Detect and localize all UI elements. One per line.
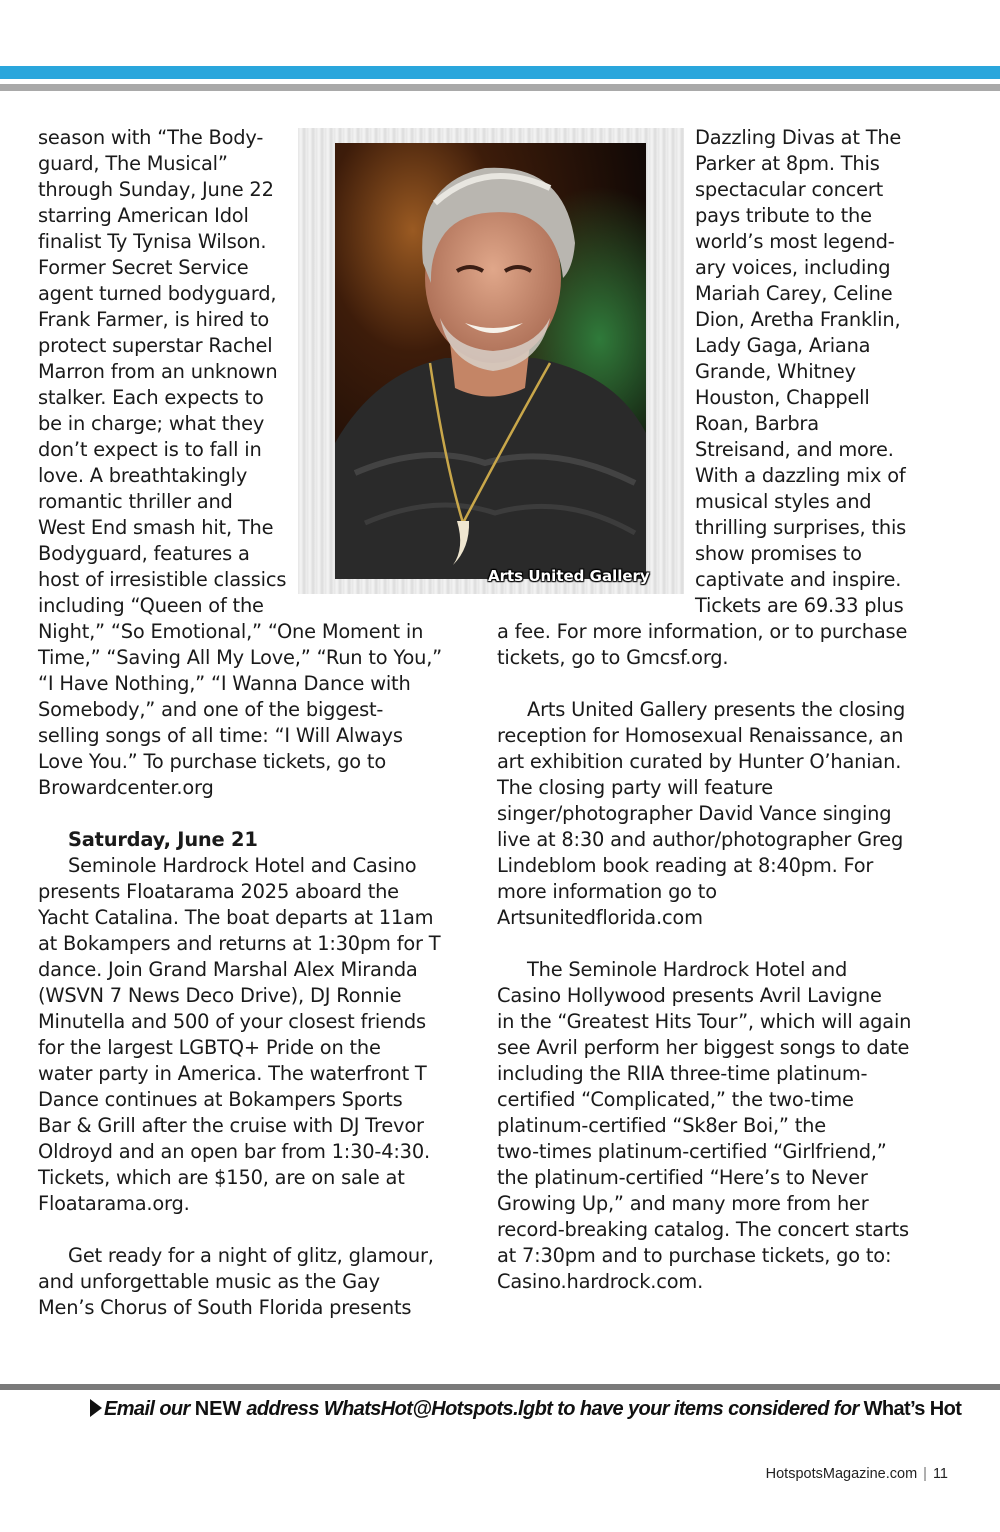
text-line: including the RIIA three-time platinum- [497,1062,868,1085]
text-line: tickets, go to Gmcsf.org. [497,646,729,669]
text-line: Dazzling Divas at The [695,126,902,149]
bottom-rule [0,1384,1000,1390]
text-line: Oldroyd and an open bar from 1:30-4:30. [38,1140,430,1163]
footer-site: HotspotsMagazine.com [765,1466,918,1482]
text-line: season with “The Body- [38,126,264,149]
text-line: finalist Ty Tynisa Wilson. [38,230,267,253]
email-banner-new: NEW [194,1398,242,1420]
text-line: at Bokampers and returns at 1:30pm for T [38,932,441,955]
text-line: singer/photographer David Vance singing [497,802,892,825]
text-line: the platinum-certified “Here’s to Never [497,1166,868,1189]
text-line: West End smash hit, The [38,516,274,539]
text-line: captivate and inspire. [695,568,902,591]
text-line: Tickets, which are $150, are on sale at [38,1166,405,1189]
text-line: and unforgettable music as the Gay [38,1270,380,1293]
arts-united-article [497,697,905,931]
footer-separator: | [923,1466,927,1482]
top-rule [0,84,1000,91]
text-line: Artsunitedflorida.com [497,906,703,929]
text-line: Get ready for a night of glitz, glamour, [68,1244,434,1267]
text-line: reception for Homosexual Renaissance, an [497,724,904,747]
dazzling-divas-continued [497,619,907,671]
email-banner-part2: address WhatsHot@Hotspots.lgbt to have your items considered for [241,1398,864,1420]
text-line: at 7:30pm and to purchase tickets, go to: [497,1244,892,1267]
text-line: dance. Join Grand Marshal Alex Miranda [38,958,418,981]
text-line: romantic thriller and [38,490,233,513]
text-line: Growing Up,” and many more from her [497,1192,869,1215]
text-line: presents Floatarama 2025 aboard the [38,880,399,903]
text-line: record-breaking catalog. The concert starts [497,1218,909,1241]
text-line: pays tribute to the [695,204,872,227]
email-banner-whats-hot: What’s Hot [863,1398,962,1420]
text-line: (WSVN 7 News Deco Drive), DJ Ronnie [38,984,402,1007]
play-arrow-icon [90,1399,102,1417]
text-line: love. A breathtakingly [38,464,248,487]
text-line: see Avril perform her biggest songs to date [497,1036,910,1059]
text-line: Arts United Gallery presents the closing [527,698,906,721]
text-line: Seminole Hardrock Hotel and Casino [68,854,417,877]
floatarama-article [38,853,440,1217]
text-line: starring American Idol [38,204,249,227]
top-accent-bar [0,66,1000,79]
saturday-heading: Saturday, June 21 [68,828,258,851]
text-line: stalker. Each expects to [38,386,264,409]
avril-lavigne-article [497,957,911,1295]
text-line: Mariah Carey, Celine [695,282,893,305]
text-line: host of irresistible classics [38,568,287,591]
text-line: Lindeblom book reading at 8:40pm. For [497,854,874,877]
bodyguard-article-continued [38,619,442,801]
text-line: Casino Hollywood presents Avril Lavigne [497,984,882,1007]
text-line: ary voices, including [695,256,891,279]
gmcsf-intro [38,1243,434,1321]
text-line: Marron from an unknown [38,360,278,383]
dazzling-divas-article [695,125,906,619]
text-line: Floatarama.org. [38,1192,190,1215]
text-line: a fee. For more information, or to purchase [497,620,908,643]
text-line: Grande, Whitney [695,360,856,383]
text-line: Bodyguard, features a [38,542,250,565]
text-line: Roan, Barbra [695,412,819,435]
text-line: guard, The Musical” [38,152,228,175]
text-line: Frank Farmer, is hired to [38,308,270,331]
text-line: Lady Gaga, Ariana [695,334,871,357]
text-line: Love You.” To purchase tickets, go to [38,750,386,773]
text-line: spectacular concert [695,178,884,201]
text-line: Time,” “Saving All My Love,” “Run to You,” [38,646,443,669]
text-line: including “Queen of the [38,594,264,617]
text-line: Streisand, and more. [695,438,894,461]
text-line: musical styles and [695,490,872,513]
text-line: Bar & Grill after the cruise with DJ Trevor [38,1114,424,1137]
text-line: for the largest LGBTQ+ Pride on the [38,1036,381,1059]
page-number: 11 [932,1466,948,1482]
text-line: Dance continues at Bokampers Sports [38,1088,403,1111]
text-line: don’t expect is to fall in [38,438,262,461]
email-banner-part1: Email our [104,1398,195,1420]
text-line: world’s most legend- [695,230,895,253]
text-line: live at 8:30 and author/photographer Greg [497,828,904,851]
portrait-photo [335,143,646,579]
text-line: protect superstar Rachel [38,334,273,357]
text-line: thrilling surprises, this [695,516,907,539]
page-footer [766,1466,948,1482]
text-line: art exhibition curated by Hunter O’hanian. [497,750,902,773]
text-line: be in charge; what they [38,412,265,435]
text-line: Minutella and 500 of your closest friends [38,1010,426,1033]
text-line: “I Have Nothing,” “I Wanna Dance with [38,672,411,695]
text-line: Parker at 8pm. This [695,152,880,175]
text-line: Night,” “So Emotional,” “One Moment in [38,620,424,643]
text-line: Men’s Chorus of South Florida presents [38,1296,412,1319]
text-line: two-times platinum-certified “Girlfriend,” [497,1140,887,1163]
text-line: selling songs of all time: “I Will Always [38,724,403,747]
text-line: platinum-certified “Sk8er Boi,” the [497,1114,826,1137]
photo-credit: Arts United Gallery [488,567,650,585]
text-line: Dion, Aretha Franklin, [695,308,901,331]
text-line: certified “Complicated,” the two-time [497,1088,854,1111]
text-line: Casino.hardrock.com. [497,1270,704,1293]
text-line: Yacht Catalina. The boat departs at 11am [38,906,434,929]
text-line: through Sunday, June 22 [38,178,274,201]
text-line: Houston, Chappell [695,386,870,409]
text-line: Browardcenter.org [38,776,214,799]
text-line: The closing party will feature [497,776,773,799]
bodyguard-article-start [38,125,286,619]
text-line: more information go to [497,880,717,903]
email-banner [90,1396,961,1422]
text-line: agent turned bodyguard, [38,282,277,305]
text-line: Former Secret Service [38,256,249,279]
text-line: With a dazzling mix of [695,464,906,487]
text-line: The Seminole Hardrock Hotel and [527,958,848,981]
text-line: show promises to [695,542,862,565]
text-line: in the “Greatest Hits Tour”, which will again [497,1010,912,1033]
text-line: Tickets are 69.33 plus [695,594,904,617]
text-line: Somebody,” and one of the biggest- [38,698,384,721]
text-line: water party in America. The waterfront T [38,1062,427,1085]
